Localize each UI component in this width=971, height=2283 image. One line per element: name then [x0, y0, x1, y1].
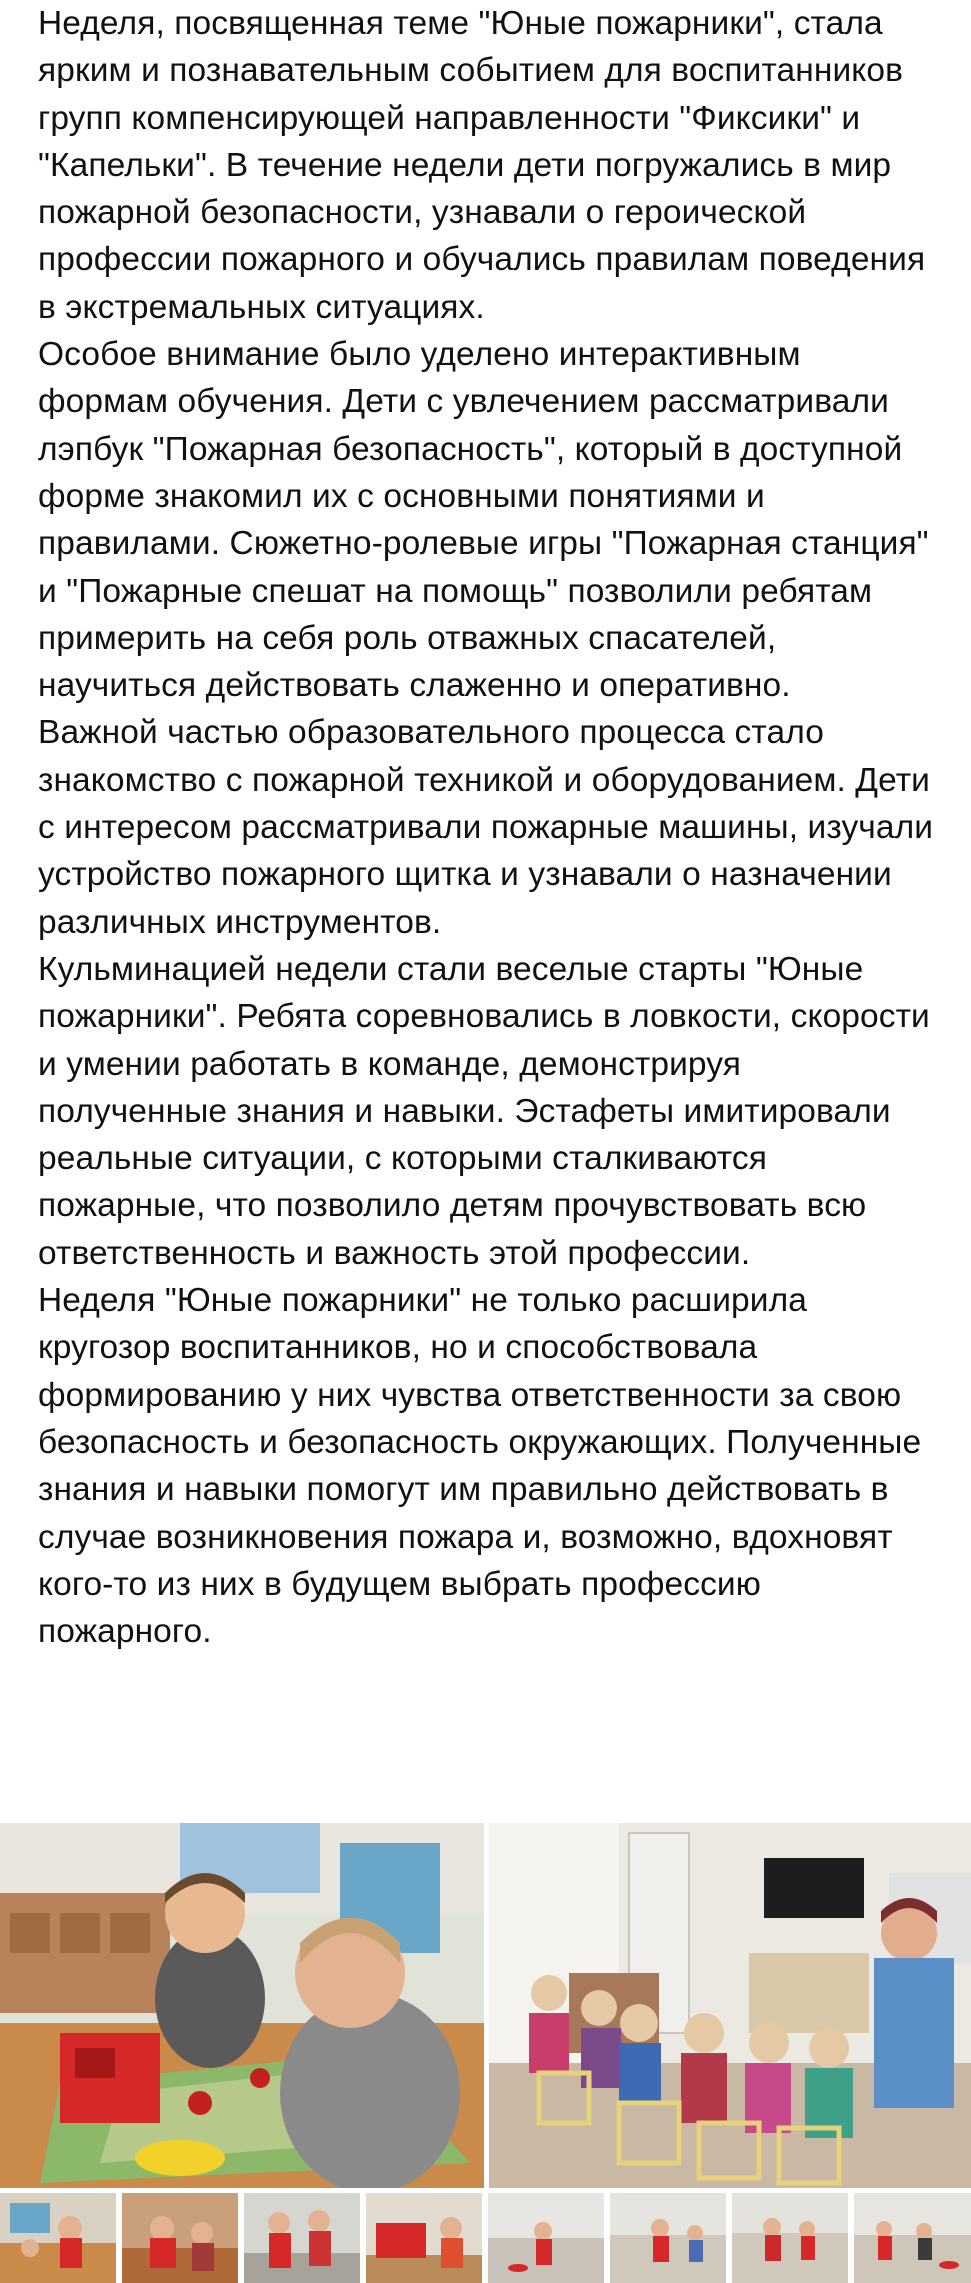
gallery-thumbnail[interactable]	[244, 2193, 360, 2283]
post-text	[38, 0, 938, 1655]
post-paragraph: Важной частью образовательного процесса стало знакомство с пожарной техникой и оборудованием. Дети с интересом рассматривали пожарные машины, изучали устройство пожарного щитка и узнавали о назначении различных инструментов.	[38, 714, 934, 941]
gallery-photo-children-with-teacher[interactable]	[489, 1823, 971, 2188]
gallery-photo-children-with-fire-toy[interactable]	[0, 1823, 484, 2188]
post-paragraph: Неделя, посвященная теме "Юные пожарники", стала ярким и познавательным событием для воспитанников групп компенсирующей направленности "Фиксики" и "Капельки". В течение недели дети погружались в мир пожарной безопасности, узнавали о героической профессии пожарного и обучались правилам поведения в экстремальных ситуациях.	[38, 5, 926, 326]
post-paragraph: Особое внимание было уделено интерактивным формам обучения. Дети с увлечением рассматривали лэпбук "Пожарная безопасность", который в доступной форме знакомил их с основными понятиями и правилами. Сюжетно-ролевые игры "Пожарная станция" и "Пожарные спешат на помощь" позволили ребятам примерить на себя роль отважных спасателей, научиться действовать слаженно и оперативно.	[38, 336, 929, 705]
gallery-thumbnail[interactable]	[854, 2193, 971, 2283]
gallery-thumbnail[interactable]	[366, 2193, 482, 2283]
gallery-thumbnail[interactable]	[610, 2193, 726, 2283]
gallery-thumbnail[interactable]	[488, 2193, 604, 2283]
photo-gallery	[0, 1823, 971, 2283]
gallery-thumbnail[interactable]	[0, 2193, 116, 2283]
post-paragraph: Неделя "Юные пожарники" не только расширила кругозор воспитанников, но и способствовала формированию у них чувства ответственности за свою безопасность и безопасность окружающих. Полученные знания и навыки помогут им правильно действовать в случае возникновения пожара и, возможно, вдохновят кого-то из них в будущем выбрать профессию пожарного.	[38, 1282, 922, 1651]
gallery-thumbnail[interactable]	[122, 2193, 238, 2283]
post-paragraph: Кульминацией недели стали веселые старты "Юные пожарники". Ребята соревновались в ловкости, скорости и умении работать в команде, демонстрируя полученные знания и навыки. Эстафеты имитировали реальные ситуации, с которыми сталкиваются пожарные, что позволило детям прочувствовать всю ответственность и важность этой профессии.	[38, 950, 930, 1272]
gallery-thumbnail[interactable]	[732, 2193, 848, 2283]
